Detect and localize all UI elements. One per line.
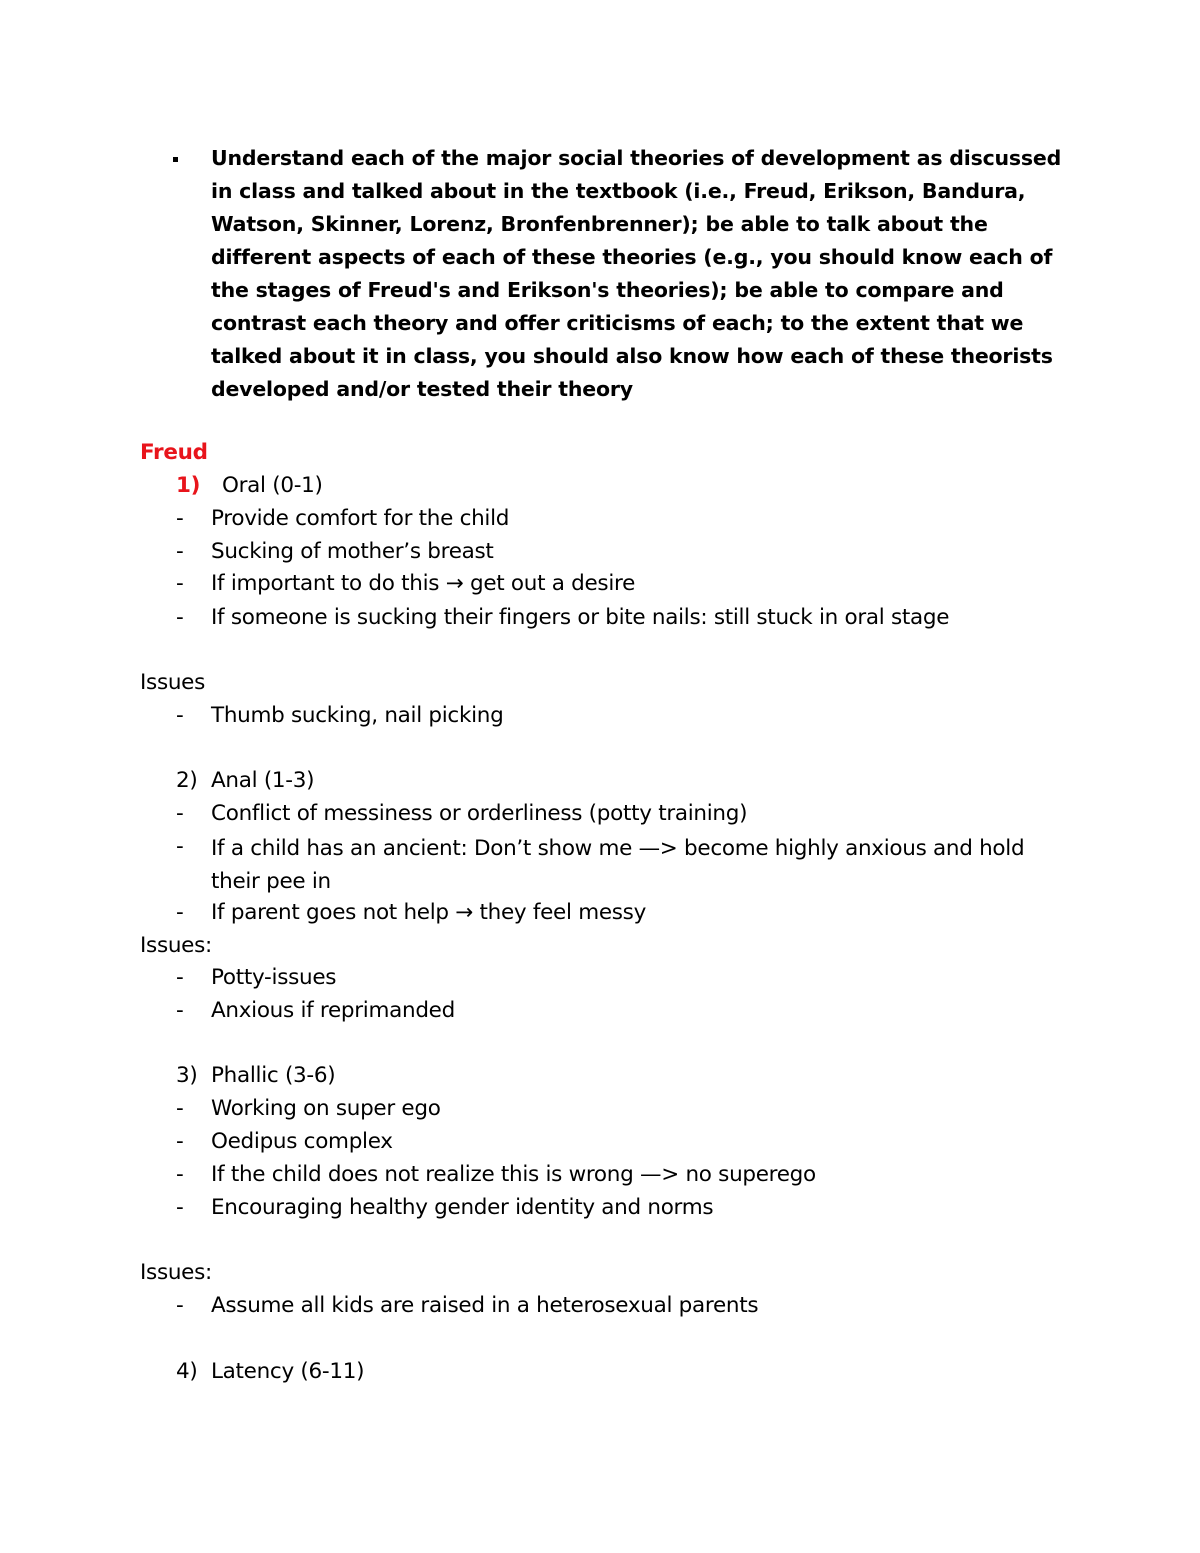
dash-bullet: - — [176, 900, 184, 925]
dash-bullet: - — [176, 1162, 184, 1187]
list-item: Encouraging healthy gender identity and norms — [211, 1195, 714, 1220]
issue-item: Thumb sucking, nail picking — [211, 703, 504, 728]
dash-bullet: - — [176, 703, 184, 728]
square-bullet-icon — [173, 157, 178, 162]
issues-label: Issues — [140, 670, 205, 695]
dash-bullet: - — [176, 1129, 184, 1154]
list-item: Oedipus complex — [211, 1129, 393, 1154]
issues-label: Issues: — [140, 1260, 212, 1285]
issue-item: Anxious if reprimanded — [211, 998, 455, 1023]
list-item: Working on super ego — [211, 1096, 441, 1121]
dash-bullet: - — [176, 605, 184, 630]
stage-number: 1) — [176, 473, 201, 498]
dash-bullet: - — [176, 506, 184, 531]
list-item: If important to do this → get out a desire — [211, 571, 636, 596]
stage-title: Phallic (3-6) — [211, 1063, 336, 1088]
issues-label: Issues: — [140, 933, 212, 958]
list-item: Sucking of mother’s breast — [211, 539, 494, 564]
dash-bullet: - — [176, 801, 184, 826]
issue-item: Assume all kids are raised in a heterosexual parents — [211, 1293, 759, 1318]
stage-number: 2) — [176, 768, 198, 793]
stage-title: Latency (6-11) — [211, 1359, 365, 1384]
list-item: If a child has an ancient: Don’t show me —> become highly anxious and hold their pee in — [211, 836, 1025, 894]
list-item: If someone is sucking their fingers or bite nails: still stuck in oral stage — [211, 605, 950, 630]
list-item: Provide comfort for the child — [211, 506, 510, 531]
issue-item: Potty-issues — [211, 965, 337, 990]
dash-bullet: - — [176, 998, 184, 1023]
list-item: Conflict of messiness or orderliness (potty training) — [211, 801, 748, 826]
dash-bullet: - — [176, 834, 184, 859]
list-item: If the child does not realize this is wrong —> no superego — [211, 1162, 816, 1187]
stage-title: Anal (1-3) — [211, 768, 315, 793]
dash-bullet: - — [176, 1293, 184, 1318]
dash-bullet: - — [176, 1096, 184, 1121]
dash-bullet: - — [176, 965, 184, 990]
stage-number: 3) — [176, 1063, 198, 1088]
dash-bullet: - — [176, 1195, 184, 1220]
stage-number: 4) — [176, 1359, 198, 1384]
dash-bullet: - — [176, 539, 184, 564]
intro-bullet — [176, 142, 1076, 406]
dash-bullet: - — [176, 571, 184, 596]
section-heading-freud: Freud — [140, 440, 208, 465]
list-item: If parent goes not help → they feel messy — [211, 900, 646, 925]
intro-text: Understand each of the major social theories of development as discussed in class and talked about in the textbook (i.e., Freud, Erikson, Bandura, Watson, Skinner, Lorenz, Bronfenbrenner); be able to talk about the different aspects of each of these theories (e.g., you should know each of the stages of Freud's and Erikson's theories); be able to compare and contrast each theory and offer criticisms of each; to the extent that we talked about it in class, you should also know how each of these theorists developed and/or tested their theory — [211, 146, 1062, 401]
stage-title: Oral (0-1) — [222, 473, 323, 498]
